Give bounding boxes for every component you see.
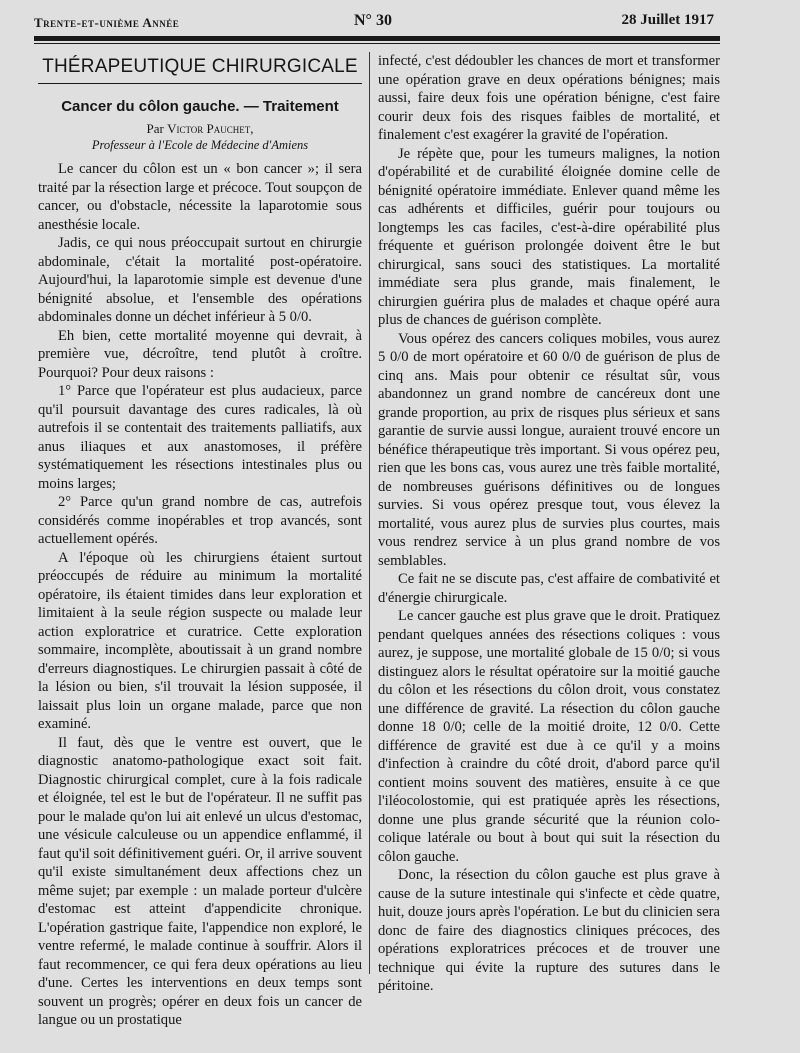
running-header [34, 12, 714, 34]
section-title: THÉRAPEUTIQUE CHIRURGICALE [38, 58, 362, 84]
left-column [38, 54, 362, 1030]
byline-prefix: Par [146, 121, 164, 136]
header-issue-number: N° 30 [354, 12, 392, 29]
author-name: Victor Pauchet, [167, 121, 254, 136]
paragraph: Il faut, dès que le ventre est ouvert, que le diagnostic anatomo-pathologique exact soit fait. Diagnostic chirurgical complet, cure à la fois radicale et éloignée, tel est le but de l'opérateur. Il ne suffit pas pour le malade qu'on lui ait enlevé un ulcus d'estomac, une vésicule calculeuse ou un appendice enflammé, il faut qu'il soit définitivement guéri. Or, il arrive souvent qu'il existe simultanément deux affections chez un même sujet; par exemple : un malade porteur d'ulcère d'estomac est atteint d'appendicite chronique. L'opération gastrique faite, l'appendice non exploré, le ventre refermé, le malade continue à souffrir. Alors il faut recommencer, ce qui fera deux opérations au lieu d'une. Certes les interventions en deux temps sont souvent un progrès; opérer en deux fois un cancer de langue ou un prostatique [38, 734, 362, 1028]
header-date: 28 Juillet 1917 [621, 12, 714, 28]
right-column [378, 52, 720, 996]
byline [38, 120, 362, 137]
paragraph: 2° Parce qu'un grand nombre de cas, autrefois considérés comme inopérables et trop avancés, sont actuellement opérés. [38, 494, 362, 547]
paragraph: Eh bien, cette mortalité moyenne qui devrait, à première vue, décroître, tend plutôt à croître. Pourquoi? Pour deux raisons : [38, 327, 362, 381]
paragraph: Ce fait ne se discute pas, c'est affaire de combativité et d'énergie chirurgicale. [378, 571, 720, 606]
paragraph: Le cancer gauche est plus grave que le droit. Pratiquez pendant quelques années des résections coliques : vous aurez, je suppose, une mortalité globale de 15 0/0; si vous distinguez alors le résultat opératoire sur la moitié gauche du côlon et les résections du côlon droit, vous constatez une différence de gravité. La résection du côlon gauche donne 18 0/0; celle de la moitié droite, 12 0/0. Cette différence de gravité est due à ce qu'il y a moins d'infection à craindre du côté droit, d'abord parce qu'il contient moins souvent des matières, ensuite à ce que l'iléocolostomie, qui est pratiquée après les résections, donne une plus grande sécurité que la réunion colo-colique latérale ou bout à bout qui suit la résection du côlon gauche. [378, 608, 720, 865]
paragraph: Vous opérez des cancers coliques mobiles, vous aurez 5 0/0 de mort opératoire et 60 0/0 de guérison de plus de cinq ans. Mais pour obtenir ce résultat sûr, vous abandonnez un grand nombre de cancéreux dont une grande proportion, au prix de risques plus sérieux et sans garantie de survie aussi longue, auraient trouvé encore un bénéfice thérapeutique très important. Si vous opérez peu, rien que les bons cas, vous aurez une très faible mortalité, de nombreuses guérisons définitives ou de longues survies. Si vous opérez presque tout, vous élevez la mortalité, vous aurez plus de survies plus courtes, mais vous rendrez service à un plus grand nombre de vos semblables. [378, 330, 720, 569]
paragraph: 1° Parce que l'opérateur est plus audacieux, parce qu'il poursuit davantage des cures radicales, là où autrefois il se contentait des traitements palliatifs, aux anus iliaques et aux anastomoses, il préfère systématiquement les résections intestinales plus ou moins larges; [38, 383, 362, 492]
header-rule-thick [34, 36, 720, 41]
paragraph-continued: infecté, c'est dédoubler les chances de mort et transformer une opération grave en deux opérations bénignes; mais aussi, faire deux fois une opération bénigne, c'est faire courir deux fois des risques faibles de mortalité, et finalement c'est exagérer la gravité de l'opération. [378, 53, 720, 143]
column-divider [369, 52, 370, 974]
paragraph: Le cancer du côlon est un « bon cancer »; il sera traité par la résection large et précoce. Tout soupçon de cancer, ou d'obstacle, nécessite la laparotomie sous anesthésie locale. [38, 161, 362, 233]
author-affiliation: Professeur à l'Ecole de Médecine d'Amiens [91, 138, 309, 152]
paragraph: Jadis, ce qui nous préoccupait surtout en chirurgie abdominale, c'était la mortalité post-opératoire. Aujourd'hui, la laparotomie simple est devenue d'une bénignité absolue, et l'ensemble des opérations abdominales donne un déchet inférieur à 5 0/0. [38, 235, 362, 325]
article-title: Cancer du côlon gauche. — Traitement [61, 97, 339, 115]
header-rule-thin [34, 43, 720, 44]
header-volume: Trente-et-unième Année [34, 15, 180, 30]
paragraph: Je répète que, pour les tumeurs malignes, la notion d'opérabilité et de curabilité éloignée domine celle de bénignité opératoire immédiate. Enlever quand même les cas adhérents et difficiles, guérir pour toujours ou longtemps les cas faciles, c'est-à-dire opérabilité plus fréquente et guérison prolongée doivent être le but chirurgical, sans souci des statistiques. La mortalité immédiate sera plus grande, mais finalement, le chirurgien guérira plus de malades et chaque opéré aura plus de chances de guérison complète. [378, 145, 720, 328]
paragraph: A l'époque où les chirurgiens étaient surtout préoccupés de réduire au minimum la mortalité opératoire, ils étaient timides dans leur exploration et limitaient à la seule région suspecte ou malade leur action exploratrice et curatrice. Cette exploration sommaire, incomplète, aboutissait à un grand nombre d'erreurs diagnostiques. Le chirurgien passait à côté de la lésion ou bien, s'il trouvait la lésion supposée, il laissait plus loin un organe malade, parce que non examiné. [38, 549, 362, 732]
paragraph: Donc, la résection du côlon gauche est plus grave à cause de la suture intestinale qui s'infecte et cède quatre, huit, douze jours après l'opération. Le but du clinicien sera donc de faire des diagnostics cliniques précoces, des opérations exploratrices précoces et de trouver une technique qui évite la rupture des sutures dans le péritoine. [378, 867, 720, 994]
